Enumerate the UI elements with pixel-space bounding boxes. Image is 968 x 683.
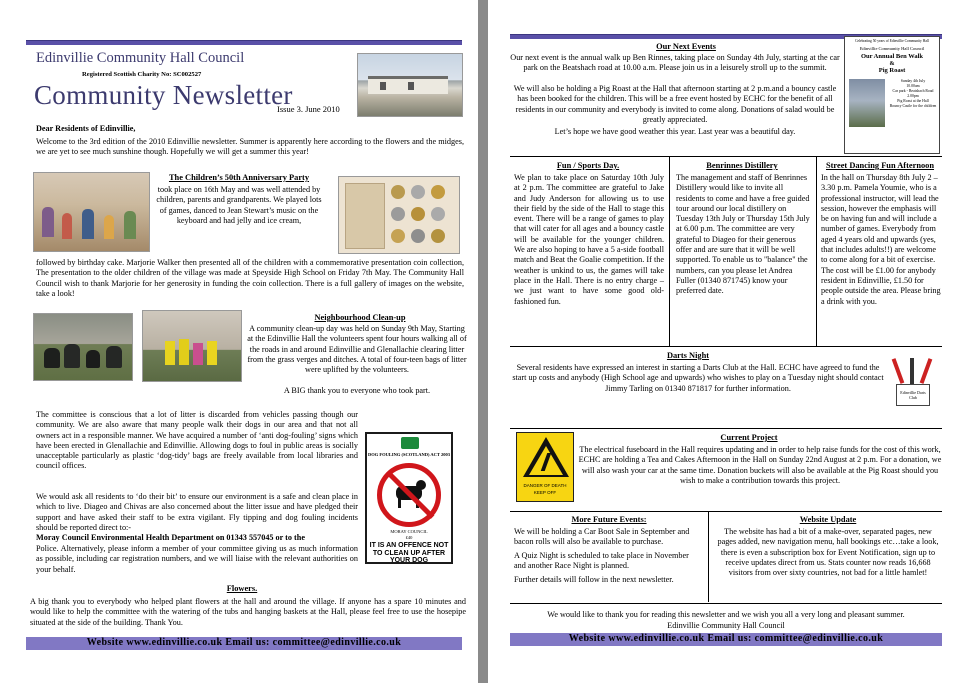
- poster-line-5: Pig Roast: [878, 67, 906, 74]
- cleanup-text: A community clean-up day was held on Sunday 9th May, Starting at the Edinvillie Hall the volunteers spent four hours walking all of the roads in and around Edinvillie and Glenallachie clearing litter from the grass verges and ditches. A total of four-teen bags of litter were uplifted by the volunteers.: [247, 324, 467, 375]
- poster-line-7: 10.00am: [906, 84, 920, 88]
- dance-text: In the hall on Thursday 8th July 2 – 3.30 p.m. Pamela Youmie, who is a professional instructor, will lead the session, however the emphasis will be on having fun and will include a number of games. Everybody from aged 4 years old and upwards (yes, that includes adults!!) are welcome to come along for a bit of exercise. The cost will be £1.00 for anybody resident in Edinvillie, £1.50 for people outside the area. Please bring a drink with you.: [821, 173, 941, 306]
- flowers-heading: Flowers.: [226, 584, 258, 593]
- sign-council-label: MORAY COUNCIL: [390, 529, 428, 534]
- no-dog-fouling-icon: [377, 463, 441, 527]
- project-text: The electrical fuseboard in the Hall requires updating and in order to help raise funds for the cost of this work, ECHC are holding a Tea and Cakes Afternoon in the Hall on Sunday 22nd August at 2 p.m. For a donation, we will also wash your car at the same time. Donation buckets will also be available at the Pig Roast should you wish to make a contribution towards this project.: [578, 445, 942, 485]
- charity-number: Registered Scottish Charity No: SC002527: [82, 71, 202, 78]
- divider: [510, 511, 942, 512]
- divider: [510, 603, 942, 604]
- poster-line-8: Car park - Beatshach Road: [892, 89, 934, 93]
- website-heading: Website Update: [799, 515, 857, 524]
- litter-bags-photo: [33, 313, 133, 381]
- intro-text: Welcome to the 3rd edition of the 2010 Edinvillie newsletter. Summer is apparently here according to the flowers and the midges, we are yet to see much sunshine though. Hopefully we will get a summer this year!: [36, 137, 464, 157]
- darts-board-image: [886, 358, 940, 416]
- party-text-2: followed by birthday cake. Marjorie Walker then presented all of the children with a commemorative presentation coin collection, The presentation to the older children of the village was made at Speyside High School on Friday 7th May. The Community Hall Council wish to thank Marjorie for her generosity in funding the coin collection. There is a full gallery of images on the website, take a look!: [36, 258, 464, 298]
- darts-sign-label: Edinvillie Darts Club: [896, 384, 930, 406]
- cleanup-thanks: A BIG thank you to everyone who took part.: [283, 386, 431, 395]
- sign-offence-text: IT IS AN OFFENCE NOT TO CLEAN UP AFTER YOUR DOG: [369, 542, 449, 564]
- poster-line-11: Bouncy Castle for the children: [889, 104, 937, 108]
- events-text: Our next event is the annual walk up Ben Rinnes, taking place on Sunday 4th July, starting at the car park on the Beatshach road at 10.00 a.m. Please join us in a leisurely stroll up to the summit.: [510, 53, 840, 73]
- party-photo: [33, 172, 150, 252]
- litter-text: The committee is conscious that a lot of litter is discarded from vehicles passing though our community. We are also aware that many people walk their dogs in our area and that not all owners act in a responsible manner. We have acquired a number of ‘anti dog-fouling’ signs which have been erected in Glenallachie and Edinvillie. Allowing dogs to foul in public areas is socially unacceptable particularly as plastic ‘dog-tidy’ bags are freely available from local libraries and council offices.: [36, 410, 358, 471]
- project-heading: Current Project: [720, 433, 778, 442]
- police-text: Police. Alternatively, please inform a member of your committee giving us as much information as possible, including car registration numbers, and we will liaise with the relevant authorities on your behalf.: [36, 544, 358, 574]
- distillery-heading: Benrinnes Distillery: [706, 161, 778, 170]
- divider: [669, 157, 670, 346]
- poster-line-2: Edinvillie Community Hall Council: [859, 45, 925, 51]
- poster-line-9: 2.00pm: [907, 94, 919, 98]
- sign-act-label: DOG FOULING (SCOTLAND) ACT 2003: [368, 452, 450, 457]
- darts-heading: Darts Night: [666, 351, 710, 360]
- party-heading: The Children’s 50th Anniversary Party: [168, 173, 310, 182]
- party-text: took place on 16th May and was well attended by children, parents and grandparents. We played lots of games, danced to Jean Stewart’s music on the keyboard and had jelly and ice cream,: [156, 185, 322, 225]
- closing-signature: Edinvillie Community Hall Council: [667, 621, 785, 630]
- moray-contact: Moray Council Environmental Health Department on 01343 557045 or to the: [36, 533, 305, 542]
- greeting: Dear Residents of Edinvillie,: [36, 124, 136, 133]
- closing-text: We would like to thank you for reading this newsletter and we wish you all a very long and pleasant summer.: [547, 610, 905, 619]
- cleanup-heading: Neighbourhood Clean-up: [314, 313, 406, 322]
- org-name: Edinvillie Community Hall Council: [36, 50, 245, 66]
- events-heading: Our Next Events: [656, 42, 716, 51]
- sports-text: We plan to take place on Saturday 10th July at 2 p.m. The committee are grateful to Jake and Judy Anderson for allowing us to use their field by the side of the Hall to stage this event. There will be a range of games to play that will cater for all ages and a bouncy castle will be available for the younger children. We are also hoping to have a 5 a-side football match and Beat the Goalie competition. If the weather is unkind to us, the games will take place in the Hall. There is no entry charge – we just want to have some good old-fashioned fun.: [514, 173, 664, 306]
- darts-text: Several residents have expressed an interest in starting a Darts Club at the Hall. ECHC have agreed to fund the start up costs and anybody (High School age and upwards) who wishes to play on a Tuesday night should contact Jimmy Tarling on 01340 871817 for further information.: [512, 363, 884, 393]
- poster-line-3: Our Annual Ben Walk: [860, 53, 924, 60]
- hall-photo: [357, 53, 463, 117]
- sports-heading: Fun / Sports Day.: [556, 161, 620, 170]
- danger-sign: [516, 432, 574, 502]
- danger-sign-line-2: KEEP OFF: [533, 490, 557, 495]
- poster-line-1: Celebrating 50 years of Edinvillie Community Hall: [855, 39, 929, 43]
- sign-fine-label: £40: [405, 535, 413, 540]
- future-heading: More Future Events:: [571, 515, 647, 524]
- flowers-text: A big thank you to everybody who helped plant flowers at the hall and around the village. If anyone has a spare 10 minutes and would like to help the committee with the watering of the tubs and hanging baskets at the Hall, please feel free to use the hosepipe situated at the side of the building. Thank You.: [30, 597, 466, 627]
- distillery-text: The management and staff of Benrinnes Distillery would like to invite all residents to come and have a free guided tour around our local distillery on Tuesday 13th July or Thursday 15th July at 6.00 p.m. The committee are very grateful to Diageo for their generous offer and are sure that it will be well supported. To enable us to "balance" the numbers, can you please let Andrea Fuller (01340 871745) know your preferred date.: [676, 173, 810, 296]
- events-text-2: We will also be holding a Pig Roast at the Hall that afternoon starting at 2 p.m.and a bouncy castle has been booked for the children. This will be a free event hosted by ECHC for the benefit of all residents in our community and everybody is invited to come along. Donations of salad would be greatly appreciated.: [513, 84, 837, 124]
- volunteers-photo: [142, 310, 242, 382]
- poster-line-6: Sunday 4th July: [900, 79, 926, 83]
- newsletter-title: Community Newsletter: [34, 80, 293, 110]
- danger-sign-line-1: DANGER OF DEATH: [523, 483, 567, 488]
- future-text-2: A Quiz Night is scheduled to take place in November and another Race Night is planned.: [514, 551, 689, 571]
- top-bar: [26, 40, 462, 45]
- divider: [708, 512, 709, 602]
- litter-text-2: We would ask all residents to ‘do their bit’ to ensure our environment is a safe and clean place in which to live. Diageo and Chivas are also concerned about the litter issue and have pledged their support and have asked their staff to be extra vigilant. Fly tipping and dog fouling incidents should be reported direct to:-: [36, 492, 358, 532]
- dance-heading: Street Dancing Fun Afternoon: [825, 161, 935, 170]
- future-text-3: Further details will follow in the next newsletter.: [514, 575, 674, 584]
- footer-left: Website www.edinvillie.co.uk Email us: committee@edinvillie.co.uk: [26, 637, 462, 650]
- website-text: The website has had a bit of a make-over, separated pages, new pages added, new navigation menu, hall bookings etc…take a look, there is even a subscription box for Event Notification, sign up to receive updates direct from us. Stats counter now reads 16,668 visitors from over sixty countries, not bad for a little hamlet!: [717, 527, 939, 578]
- mountain-image: [849, 79, 885, 127]
- left-page: [0, 0, 478, 683]
- footer-right: Website www.edinvillie.co.uk Email us: committee@edinvillie.co.uk: [510, 633, 942, 646]
- divider: [510, 346, 942, 347]
- poster-line-4: &: [889, 60, 895, 67]
- events-text-3: Let’s hope we have good weather this year. Last year was a beautiful day.: [554, 127, 796, 136]
- poster-line-10: Pig Roast at the Hall: [897, 99, 929, 103]
- divider: [510, 156, 942, 157]
- right-page: [488, 0, 968, 683]
- council-logo-icon: [401, 437, 419, 449]
- issue-label: Issue 3. June 2010: [277, 104, 340, 114]
- divider: [510, 428, 942, 429]
- divider: [816, 157, 817, 346]
- dog-fouling-sign: [365, 432, 453, 564]
- ben-walk-poster: [844, 36, 940, 154]
- coin-collection-photo: [338, 176, 460, 254]
- future-text: We will be holding a Car Boot Sale in September and bacon rolls will also be available to purchase.: [514, 527, 690, 547]
